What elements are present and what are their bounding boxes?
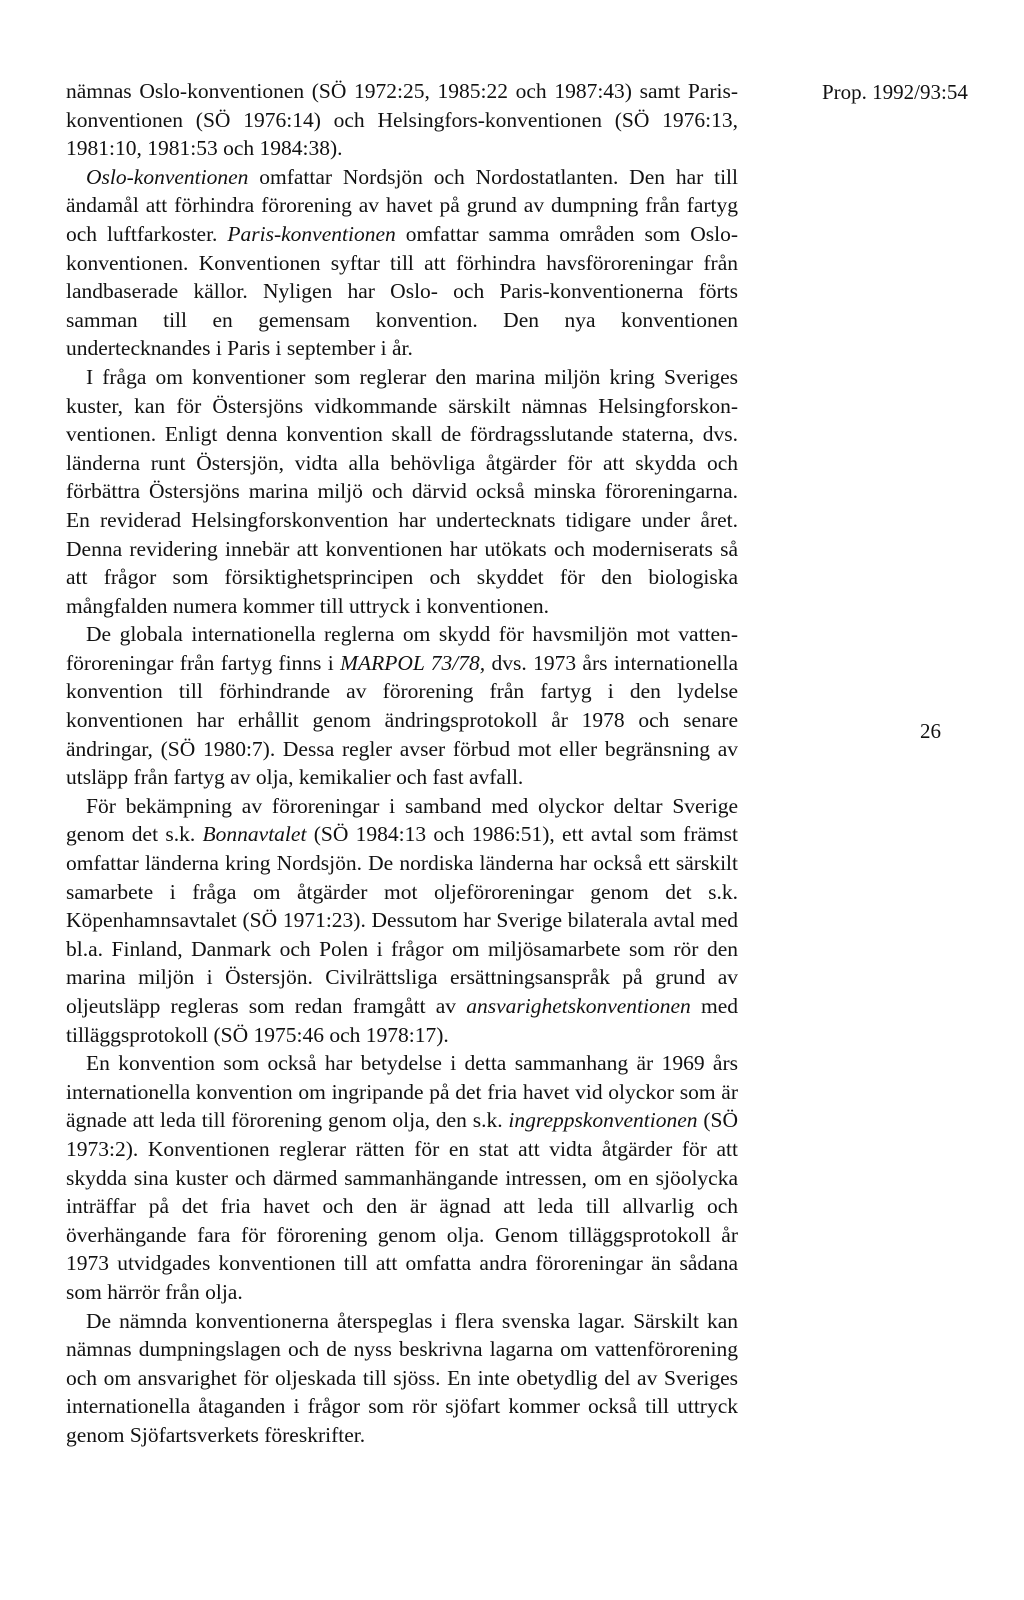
text-run: De globala internationella reglerna om skydd för havsmiljön mot vatten-föroreningar från fartyg finns i	[66, 622, 738, 675]
text-run: I fråga om konventioner som reglerar den marina miljön kring Sveriges kuster, kan för Östersjöns vidkommande särskilt nämnas Helsingforskon-ventionen. Enligt denna konvention skall de fördragsslutande staterna, dvs. länderna runt Östersjön, vidta alla behövliga åtgärder för att skydda och förbättra Östersjöns marina miljö och därvid också minska föroreningarna. En reviderad Helsingforskonvention har undertecknats tidigare under året. Denna revidering innebär att konventionen har utökats och moderniserats så att frågor som försiktighetsprincipen och skyddet för den biologiska mångfalden numera kommer till uttryck i konventionen.	[66, 364, 738, 618]
text-run: nämnas Oslo-konventionen (SÖ 1972:25, 1985:22 och 1987:43) samt Paris-konventionen (SÖ 1976:14) och Helsingfors-konventionen (SÖ 1976:13, 1981:10, 1981:53 och 1984:38).	[66, 79, 738, 161]
paragraph-5	[66, 792, 738, 1049]
text-run: (SÖ 1973:2). Konventionen reglerar rätten för en stat att vidta åtgärder för att skydda sina kuster och därmed sammanhängande intressen, om en sjöolycka inträffar på det fria havet och den är ägnad att leda till allvarlig och överhängande fara för förorening genom olja. Genom tilläggsprotokoll år 1973 utvidgades konventionen till att omfatta andra föroreningar än sådana som härrör från olja.	[66, 1108, 738, 1304]
paragraph-4	[66, 620, 738, 792]
page-number: 26	[920, 719, 941, 743]
italic-term: Oslo-konventionen	[86, 164, 249, 189]
text-run: omfattar Nordsjön och Nordostatlanten. Den har till ändamål att förhindra förorening av havet på grund av dumpning från fartyg och luftfarkoster.	[66, 164, 738, 246]
paragraph-7	[66, 1307, 738, 1450]
italic-term: ingreppskonventionen	[508, 1108, 698, 1133]
text-run: En konvention som också har betydelse i detta sammanhang är 1969 års internationella konvention om ingripande på det fria havet vid olyckor som är ägnade att leda till förorening genom olja, den s.k.	[66, 1051, 738, 1133]
italic-term: Bonnavtalet	[202, 822, 307, 847]
italic-term: Paris-konventionen	[227, 221, 396, 246]
text-run: De nämnda konventionerna återspeglas i flera svenska lagar. Särskilt kan nämnas dumpningslagen och de nyss beskrivna lagarna om vattenförorening och om ansvarighet för oljeskada till sjöss. En inte obetydlig del av Sveriges internationella åtaganden i frågor som rör sjöfart kommer också till uttryck genom Sjöfartsverkets föreskrifter.	[66, 1308, 738, 1447]
text-run: med tilläggsprotokoll (SÖ 1975:46 och 1978:17).	[66, 994, 738, 1047]
italic-term: ansvarighetskonventionen	[466, 994, 691, 1018]
body-text	[66, 77, 738, 1450]
paragraph-6	[66, 1049, 738, 1306]
paragraph-1	[66, 77, 738, 163]
paragraph-2	[66, 163, 738, 363]
text-run: dvs. 1973 års internationella konvention till förhindrande av förorening från fartyg i den lydelse konventionen har erhållit genom ändringsprotokoll år 1978 och senare ändringar, (SÖ 1980:7). Dessa regler avser förbud mot eller begränsning av utsläpp från fartyg av olja, kemikalier och fast avfall.	[66, 650, 738, 790]
italic-term: MARPOL 73/78,	[340, 650, 486, 675]
text-run: omfattar samma områden som Oslo-konventionen. Konventionen syftar till att förhindra havsföroreningar från landbaserade källor. Nyligen har Oslo- och Paris-konventionerna förts samman till en gemensam konvention. Den nya konventionen undertecknandes i Paris i september i år.	[66, 221, 738, 361]
proposition-reference: Prop. 1992/93:54	[822, 80, 968, 104]
text-run: (SÖ 1984:13 och 1986:51), ett avtal som främst omfattar länderna kring Nordsjön. De nordiska länderna har också ett särskilt samarbete i fråga om åtgärder mot oljeföroreningar genom det s.k. Köpenhamnsavtalet (SÖ 1971:23). Dessutom har Sverige bilaterala avtal med bl.a. Finland, Danmark och Polen i frågor om miljösamarbete som rör den marina miljön i Östersjön. Civilrättsliga ersättningsanspråk på grund av oljeutsläpp regleras som redan framgått av	[66, 822, 738, 1018]
text-run: För bekämpning av föroreningar i samband med olyckor deltar Sverige genom det s.k.	[66, 793, 738, 847]
paragraph-3	[66, 363, 738, 620]
